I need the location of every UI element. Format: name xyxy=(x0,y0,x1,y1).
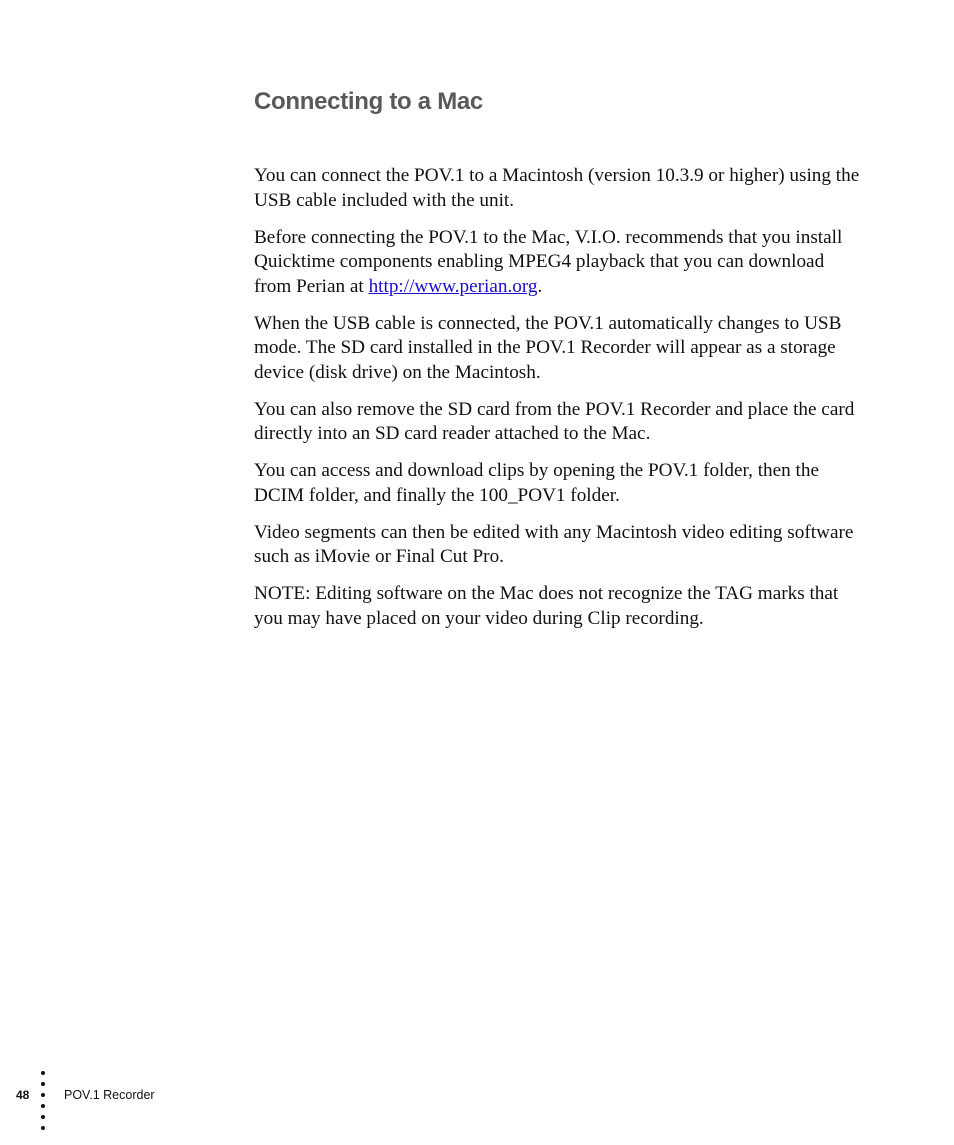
paragraph-note: NOTE: Editing software on the Mac does not recognize the TAG marks that you may have placed on your video during Clip recording. xyxy=(254,583,839,629)
dot-icon xyxy=(41,1104,45,1108)
page-heading: Connecting to a Mac xyxy=(254,88,483,115)
dot-icon xyxy=(41,1126,45,1130)
page-number: 48 xyxy=(16,1088,30,1102)
paragraph-usb-connection: You can connect the POV.1 to a Macintosh (version 10.3.9 or higher) using the USB cable included with the unit. xyxy=(254,165,860,211)
paragraph-folder-access: You can access and download clips by opening the POV.1 folder, then the DCIM folder, and finally the 100_POV1 folder. xyxy=(254,460,819,506)
dot-icon xyxy=(41,1082,45,1086)
paragraph-video-editing: Video segments can then be edited with any Macintosh video editing software such as iMovie or Final Cut Pro. xyxy=(254,521,854,567)
paragraph-sd-card-reader: You can also remove the SD card from the POV.1 Recorder and place the card directly into an SD card reader attached to the Mac. xyxy=(254,398,855,444)
dot-icon xyxy=(41,1093,45,1097)
paragraph-text: Before connecting the POV.1 to the Mac, V.I.O. recommends that you install Quicktime components enabling MPEG4 playback that you can download from Perian at xyxy=(254,226,843,297)
dot-icon xyxy=(41,1115,45,1119)
footer-dots-decoration xyxy=(41,1071,47,1131)
perian-link[interactable]: http://www.perian.org xyxy=(368,275,538,297)
paragraph-usb-mode: When the USB cable is connected, the POV.1 automatically changes to USB mode. The SD card installed in the POV.1 Recorder will appear as a storage device (disk drive) on the Macintosh. xyxy=(254,312,842,383)
footer-title: POV.1 Recorder xyxy=(64,1088,155,1102)
paragraph-text: . xyxy=(537,275,543,297)
dot-icon xyxy=(41,1071,45,1075)
paragraph-quicktime-components xyxy=(254,226,862,300)
body-content xyxy=(254,164,862,644)
